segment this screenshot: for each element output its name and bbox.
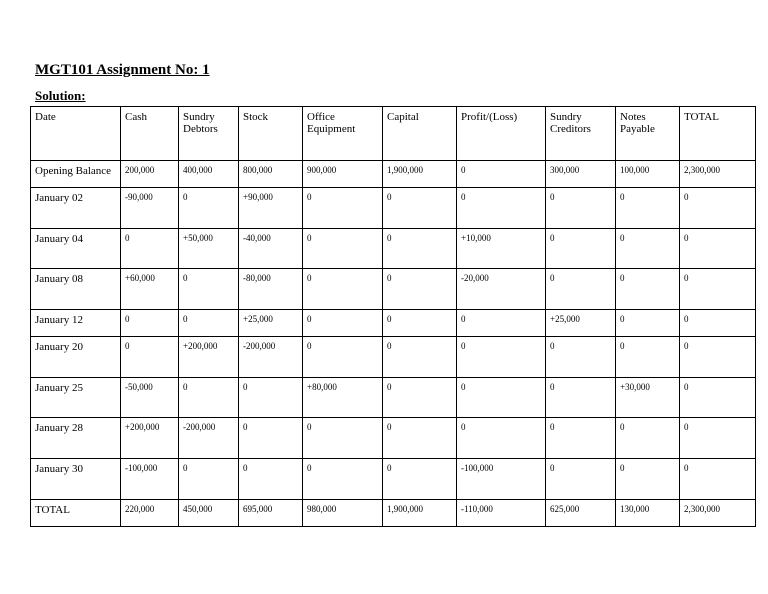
cell-stock: +90,000 <box>239 188 303 229</box>
cell-capital: 0 <box>383 378 457 418</box>
cell-sundry-debtors: 0 <box>179 459 239 500</box>
cell-capital: 0 <box>383 337 457 378</box>
cell-sundry-debtors: -200,000 <box>179 418 239 459</box>
table-row <box>31 229 756 269</box>
cell-stock: -200,000 <box>239 337 303 378</box>
cell-capital: 0 <box>383 188 457 229</box>
header-notes-payable: Notes Payable <box>616 107 680 161</box>
cell-sundry-creditors: 0 <box>546 229 616 269</box>
cell-cash: -100,000 <box>121 459 179 500</box>
cell-sundry-creditors: 0 <box>546 188 616 229</box>
row-label: January 12 <box>31 310 121 337</box>
cell-office-equipment: +80,000 <box>303 378 383 418</box>
cell-sundry-creditors: 625,000 <box>546 500 616 527</box>
cell-capital: 0 <box>383 418 457 459</box>
cell-sundry-creditors: 0 <box>546 418 616 459</box>
cell-sundry-debtors: 0 <box>179 269 239 310</box>
cell-total: 0 <box>680 269 756 310</box>
header-profit-loss: Profit/(Loss) <box>457 107 546 161</box>
cell-profit-loss: -20,000 <box>457 269 546 310</box>
cell-office-equipment: 0 <box>303 459 383 500</box>
cell-office-equipment: 0 <box>303 269 383 310</box>
cell-cash: +60,000 <box>121 269 179 310</box>
cell-sundry-debtors: 0 <box>179 188 239 229</box>
cell-profit-loss: 0 <box>457 418 546 459</box>
cell-cash: 0 <box>121 310 179 337</box>
cell-cash: -90,000 <box>121 188 179 229</box>
cell-sundry-debtors: 400,000 <box>179 161 239 188</box>
row-label: January 04 <box>31 229 121 269</box>
cell-stock: 800,000 <box>239 161 303 188</box>
table-row <box>31 459 756 500</box>
header-office-equipment: Office Equipment <box>303 107 383 161</box>
table-row <box>31 161 756 188</box>
cell-profit-loss: 0 <box>457 337 546 378</box>
cell-notes-payable: 0 <box>616 188 680 229</box>
document-title: MGT101 Assignment No: 1 <box>35 62 210 78</box>
cell-sundry-debtors: +200,000 <box>179 337 239 378</box>
header-capital: Capital <box>383 107 457 161</box>
table-row <box>31 500 756 527</box>
cell-total: 0 <box>680 459 756 500</box>
cell-total: 0 <box>680 337 756 378</box>
accounting-equation-table <box>30 106 756 527</box>
row-label: TOTAL <box>31 500 121 527</box>
header-cash: Cash <box>121 107 179 161</box>
cell-profit-loss: 0 <box>457 310 546 337</box>
cell-total: 0 <box>680 229 756 269</box>
cell-sundry-debtors: 0 <box>179 310 239 337</box>
cell-notes-payable: +30,000 <box>616 378 680 418</box>
cell-sundry-debtors: 0 <box>179 378 239 418</box>
cell-office-equipment: 900,000 <box>303 161 383 188</box>
cell-notes-payable: 0 <box>616 310 680 337</box>
cell-notes-payable: 130,000 <box>616 500 680 527</box>
cell-total: 0 <box>680 188 756 229</box>
cell-capital: 0 <box>383 229 457 269</box>
cell-notes-payable: 0 <box>616 269 680 310</box>
cell-sundry-creditors: 0 <box>546 337 616 378</box>
cell-profit-loss: 0 <box>457 188 546 229</box>
cell-total: 0 <box>680 310 756 337</box>
table-row <box>31 337 756 378</box>
cell-capital: 1,900,000 <box>383 161 457 188</box>
cell-total: 2,300,000 <box>680 500 756 527</box>
table-header-row <box>31 107 756 161</box>
cell-profit-loss: 0 <box>457 378 546 418</box>
cell-stock: 0 <box>239 418 303 459</box>
header-sundry-debtors: Sundry Debtors <box>179 107 239 161</box>
cell-cash: 220,000 <box>121 500 179 527</box>
cell-notes-payable: 100,000 <box>616 161 680 188</box>
cell-capital: 0 <box>383 459 457 500</box>
row-label: January 28 <box>31 418 121 459</box>
cell-sundry-creditors: 0 <box>546 378 616 418</box>
row-label: January 25 <box>31 378 121 418</box>
row-label: January 08 <box>31 269 121 310</box>
cell-stock: 695,000 <box>239 500 303 527</box>
cell-sundry-creditors: 300,000 <box>546 161 616 188</box>
header-stock: Stock <box>239 107 303 161</box>
cell-stock: 0 <box>239 459 303 500</box>
cell-office-equipment: 0 <box>303 418 383 459</box>
cell-stock: -40,000 <box>239 229 303 269</box>
cell-capital: 0 <box>383 310 457 337</box>
cell-capital: 0 <box>383 269 457 310</box>
header-sundry-creditors: Sundry Creditors <box>546 107 616 161</box>
row-label: January 30 <box>31 459 121 500</box>
row-label: January 20 <box>31 337 121 378</box>
cell-office-equipment: 0 <box>303 337 383 378</box>
cell-total: 0 <box>680 378 756 418</box>
cell-stock: -80,000 <box>239 269 303 310</box>
table-body <box>31 161 756 527</box>
cell-notes-payable: 0 <box>616 459 680 500</box>
cell-sundry-debtors: 450,000 <box>179 500 239 527</box>
row-label: Opening Balance <box>31 161 121 188</box>
cell-cash: 0 <box>121 229 179 269</box>
table-row <box>31 418 756 459</box>
cell-office-equipment: 0 <box>303 188 383 229</box>
cell-notes-payable: 0 <box>616 418 680 459</box>
table-row <box>31 378 756 418</box>
cell-capital: 1,900,000 <box>383 500 457 527</box>
cell-office-equipment: 0 <box>303 229 383 269</box>
table-row <box>31 188 756 229</box>
cell-stock: 0 <box>239 378 303 418</box>
solution-heading: Solution: <box>35 88 86 103</box>
cell-profit-loss: +10,000 <box>457 229 546 269</box>
cell-profit-loss: 0 <box>457 161 546 188</box>
cell-office-equipment: 980,000 <box>303 500 383 527</box>
cell-sundry-creditors: +25,000 <box>546 310 616 337</box>
cell-total: 2,300,000 <box>680 161 756 188</box>
cell-sundry-debtors: +50,000 <box>179 229 239 269</box>
cell-profit-loss: -110,000 <box>457 500 546 527</box>
cell-notes-payable: 0 <box>616 337 680 378</box>
cell-cash: -50,000 <box>121 378 179 418</box>
cell-notes-payable: 0 <box>616 229 680 269</box>
cell-sundry-creditors: 0 <box>546 459 616 500</box>
table-row <box>31 310 756 337</box>
cell-cash: 200,000 <box>121 161 179 188</box>
row-label: January 02 <box>31 188 121 229</box>
cell-cash: 0 <box>121 337 179 378</box>
cell-sundry-creditors: 0 <box>546 269 616 310</box>
cell-total: 0 <box>680 418 756 459</box>
cell-cash: +200,000 <box>121 418 179 459</box>
cell-profit-loss: -100,000 <box>457 459 546 500</box>
table-row <box>31 269 756 310</box>
header-date: Date <box>31 107 121 161</box>
header-total: TOTAL <box>680 107 756 161</box>
cell-office-equipment: 0 <box>303 310 383 337</box>
cell-stock: +25,000 <box>239 310 303 337</box>
